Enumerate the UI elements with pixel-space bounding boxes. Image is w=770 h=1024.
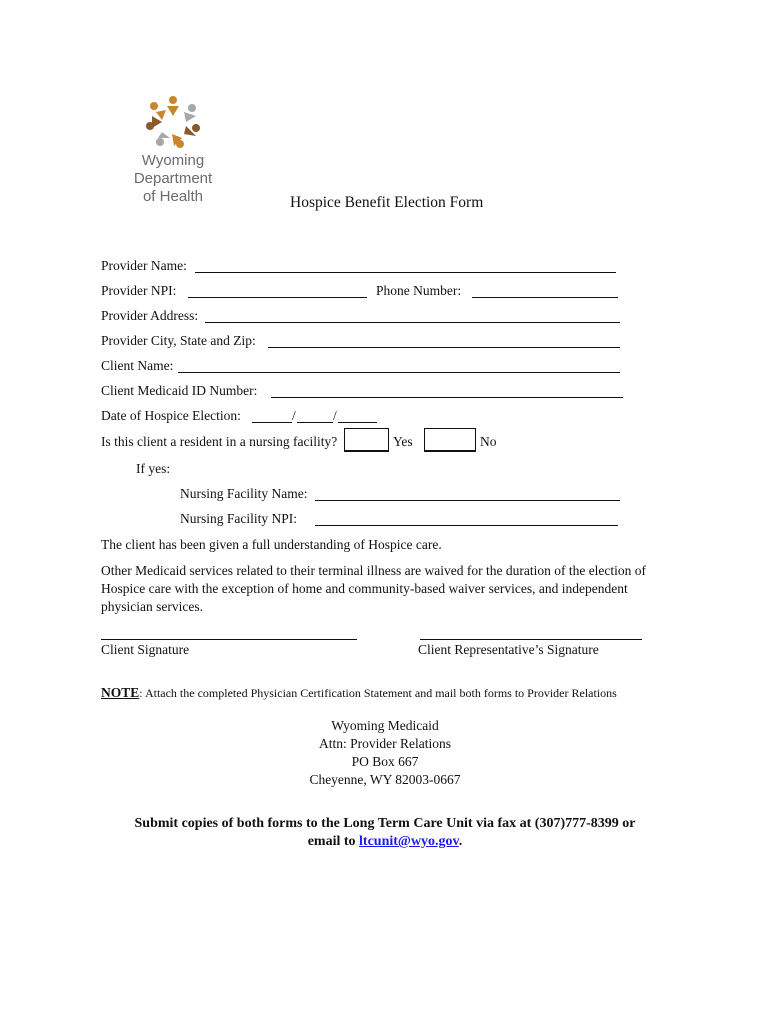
form-title: Hospice Benefit Election Form (290, 194, 484, 211)
address-line-4: Cheyenne, WY 82003-0667 (309, 772, 461, 787)
client-name-field[interactable] (178, 372, 620, 373)
understanding-text: The client has been given a full understanding of Hospice care. (101, 537, 442, 552)
nf-npi-label: Nursing Facility NPI: (180, 511, 297, 526)
note-label: NOTE (101, 685, 140, 700)
phone-number-label: Phone Number: (376, 283, 462, 298)
nursing-question: Is this client a resident in a nursing facility? (101, 434, 338, 449)
nf-name-field[interactable] (315, 500, 620, 501)
phone-number-field[interactable] (472, 297, 618, 298)
provider-city-field[interactable] (268, 347, 620, 348)
provider-npi-field[interactable] (188, 297, 367, 298)
submit-prefix: email to (307, 834, 360, 849)
yes-label: Yes (393, 434, 413, 449)
provider-name-field[interactable] (195, 272, 616, 273)
note-text: : Attach the completed Physician Certification Statement and mail both forms to Provider Relations (139, 686, 617, 700)
submit-line-2 (0, 834, 770, 850)
address-line-1: Wyoming Medicaid (331, 718, 439, 733)
date-election-label: Date of Hospice Election: (101, 408, 241, 423)
date-separator: / (333, 408, 337, 423)
client-medicaid-field[interactable] (271, 397, 623, 398)
logo-line-3: of Health (142, 188, 204, 205)
nf-name-label: Nursing Facility Name: (180, 486, 308, 501)
address-line-2: Attn: Provider Relations (319, 736, 451, 751)
no-checkbox[interactable] (424, 428, 476, 452)
provider-address-label: Provider Address: (101, 308, 199, 323)
date-separator: / (292, 408, 296, 423)
client-signature-label: Client Signature (101, 642, 190, 657)
submit-suffix: . (458, 834, 463, 849)
waiver-text: Other Medicaid services related to their terminal illness are waived for the duration of the election of Hospice care with the exception of home and community-based waiver services, and independent physician services. (101, 563, 647, 614)
provider-city-label: Provider City, State and Zip: (101, 333, 256, 348)
wdh-logo-mark-icon (142, 92, 204, 152)
nf-npi-field[interactable] (315, 525, 618, 526)
date-day-field[interactable] (297, 422, 333, 423)
logo-line-2: Department (133, 170, 213, 187)
no-label: No (480, 434, 497, 449)
provider-npi-label: Provider NPI: (101, 283, 177, 298)
yes-checkbox[interactable] (344, 428, 389, 452)
note (101, 685, 617, 701)
client-name-label: Client Name: (101, 358, 174, 373)
client-medicaid-label: Client Medicaid ID Number: (101, 383, 258, 398)
client-signature-line[interactable] (101, 639, 357, 640)
provider-address-field[interactable] (205, 322, 620, 323)
address-line-3: PO Box 667 (351, 754, 419, 769)
provider-name-label: Provider Name: (101, 258, 187, 273)
email-link[interactable]: ltcunit@wyo.gov (359, 834, 459, 849)
rep-signature-line[interactable] (420, 639, 642, 640)
date-month-field[interactable] (252, 422, 292, 423)
submit-line-1: Submit copies of both forms to the Long Term Care Unit via fax at (307)777-8399 or (134, 816, 636, 831)
date-year-field[interactable] (338, 422, 377, 423)
if-yes-label: If yes: (136, 461, 171, 476)
logo-line-1: Wyoming (141, 152, 205, 169)
rep-signature-label: Client Representative’s Signature (418, 642, 599, 657)
